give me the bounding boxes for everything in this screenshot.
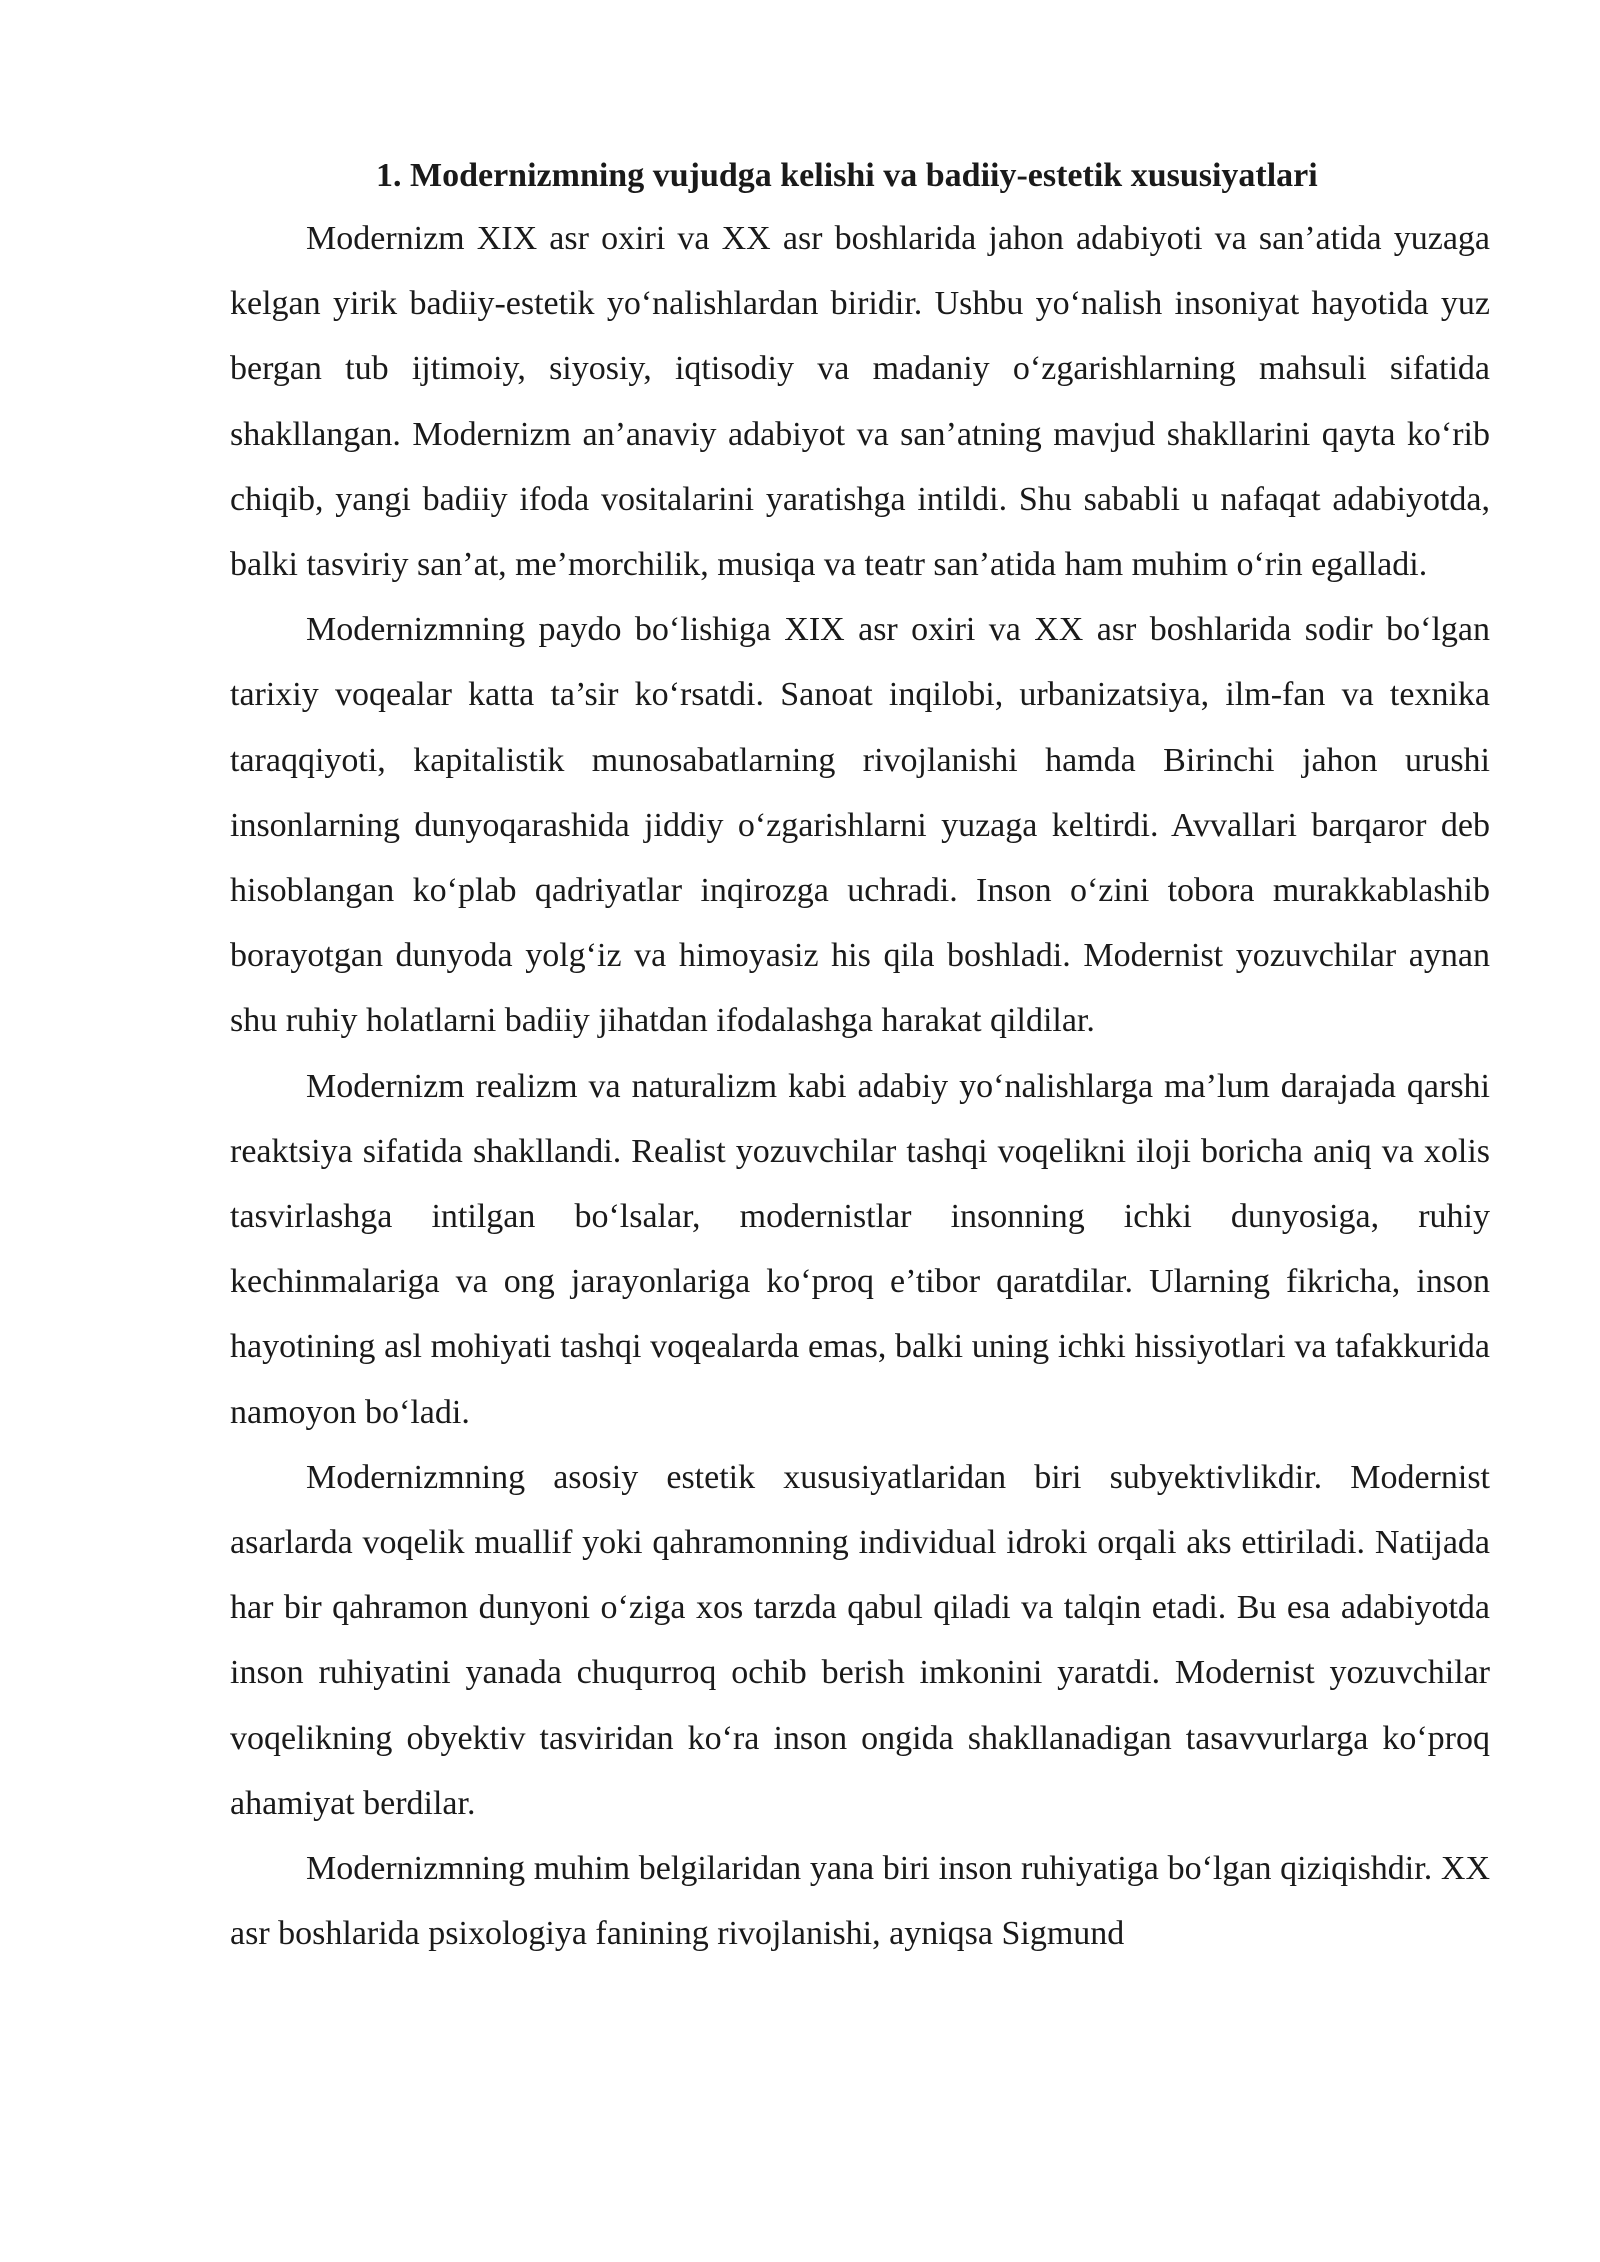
paragraph-3: Modernizm realizm va naturalizm kabi adabiy yo‘nalishlarga ma’lum darajada qarshi reaktsiya sifatida shakllandi. Realist yozuvchilar tashqi voqelikni iloji boricha aniq va xolis tasvirlashga intilgan bo‘lsalar, modernistlar insonning ichki dunyosiga, ruhiy kechinmalariga va ong jarayonlariga ko‘proq e’tibor qaratdilar. Ularning fikricha, inson hayotining asl mohiyati tashqi voqealarda emas, balki uning ichki hissiyotlari va tafakkurida namoyon bo‘ladi. (230, 1067, 1490, 1431)
section-heading: 1. Modernizmning vujudga kelishi va badiiy-estetik xususiyatlari (376, 157, 1318, 194)
paragraph-5: Modernizmning muhim belgilaridan yana biri inson ruhiyatiga bo‘lgan qiziqishdir. XX asr boshlarida psixologiya fanining rivojlanishi, ayniqsa Sigmund (230, 1850, 1490, 1953)
paragraph-2: Modernizmning paydo bo‘lishiga XIX asr oxiri va XX asr boshlarida sodir bo‘lgan tarixiy voqealar katta ta’sir ko‘rsatdi. Sanoat inqilobi, urbanizatsiya, ilm-fan va texnika taraqqiyoti, kapitalistik munosabatlarning rivojlanishi hamda Birinchi jahon urushi insonlarning dunyoqarashida jiddiy o‘zgarishlarni yuzaga keltirdi. Avvallari barqaror deb hisoblangan ko‘plab qadriyatlar inqirozga uchradi. Inson o‘zini tobora murakkablashib borayotgan dunyoda yolg‘iz va himoyasiz his qila boshladi. Modernist yozuvchilar aynan shu ruhiy holatlarni badiiy jihatdan ifodalashga harakat qildilar. (230, 611, 1490, 1040)
paragraph-1: Modernizm XIX asr oxiri va XX asr boshlarida jahon adabiyoti va san’atida yuzaga kelgan yirik badiiy-estetik yo‘nalishlardan biridir. Ushbu yo‘nalish insoniyat hayotida yuz bergan tub ijtimoiy, siyosiy, iqtisodiy va madaniy o‘zgarishlarning mahsuli sifatida shakllangan. Modernizm an’anaviy adabiyot va san’atning mavjud shakllarini qayta ko‘rib chiqib, yangi badiiy ifoda vositalarini yaratishga intildi. Shu sababli u nafaqat adabiyotda, balki tasviriy san’at, me’morchilik, musiqa va teatr san’atida ham muhim o‘rin egalladi. (230, 220, 1490, 584)
document-body (230, 146, 1490, 1966)
paragraph-4: Modernizmning asosiy estetik xususiyatlaridan biri subyektivlikdir. Modernist asarlarda voqelik muallif yoki qahramonning individual idroki orqali aks ettiriladi. Natijada har bir qahramon dunyoni o‘ziga xos tarzda qabul qiladi va talqin etadi. Bu esa adabiyotda inson ruhiyatini yanada chuqurroq ochib berish imkonini yaratdi. Modernist yozuvchilar voqelikning obyektiv tasviridan ko‘ra inson ongida shakllanadigan tasavvurlarga ko‘proq ahamiyat berdilar. (230, 1458, 1490, 1822)
